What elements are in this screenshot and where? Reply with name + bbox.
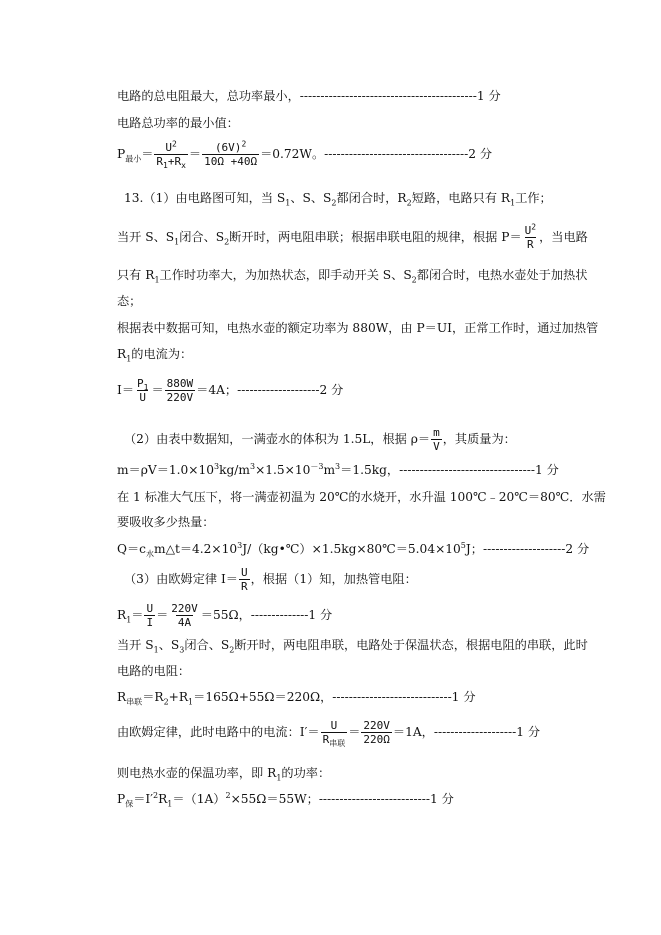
line-18: 当开 $S_1$、$S_3$闭合、$S_2$断开时，两电阻串联，电路处于保温状态，根据电阻的串联，此时 bbox=[117, 638, 588, 655]
line-14: 要吸收多少热量： bbox=[117, 515, 215, 529]
line-20: $R_{串联}=R_2+R_1=165\Omega+55\Omega=220\Omega$，-----------------------------1 分 bbox=[117, 690, 476, 707]
line-2: 电路总功率的最小值： bbox=[117, 116, 239, 130]
line-22: 则电热水壶的保温功率，即 $R_1$的功率： bbox=[117, 766, 331, 783]
line-12: $m=\rho V=1.0\times 10^3kg/m^3\times 1.5\times 10^{-3}m^3=1.5kg$，---------------------------------1 分 bbox=[117, 461, 559, 477]
line-11: （2）由表中数据知，一满壶水的体积为 1.5L，根据 ρ＝ $\frac{m}{V}$ ，其质量为： bbox=[124, 426, 516, 453]
formula-current: I＝ $\frac{P_1}{U}$ ＝ $\frac{880W}{220V}$ ＝4A；--------------------2 分 bbox=[117, 377, 344, 404]
line-5: 当开 S、$S_1$闭合、$S_2$断开时，两电阻串联；根据串联电阻的规律，根据 P＝ $\frac{U^2}{R}$ ，当电路 bbox=[117, 222, 588, 251]
line-13-1: 13.（1）由电路图可知，当 $S_1$、S、$S_2$都闭合时，$R_2$短路，电路只有 $R_1$工作； bbox=[124, 191, 552, 208]
line-8: 根据表中数据可知，电热水壶的额定功率为 880W，由 P＝UI，正常工作时，通过加热管 bbox=[117, 321, 599, 335]
line-16: （3）由欧姆定律 I＝ $\frac{U}{R}$ ，根据（1）知，加热管电阻： bbox=[124, 566, 417, 593]
line-13: 在 1 标准大气压下，将一满壶初温为 20℃的水烧开，水升温 100℃﹣20℃＝80℃．水需 bbox=[117, 490, 606, 504]
line-7: 态； bbox=[117, 294, 142, 308]
formula-current-series: 由欧姆定律，此时电路中的电流：I′＝ $\frac{U}{R_{串联}}$ ＝ $\frac{220V}{220\Omega}$ ＝1A，--------------------1 分 bbox=[117, 719, 541, 749]
line-9: $R_1$的电流为： bbox=[117, 347, 193, 364]
line-1: 电路的总电阻最大，总功率最小，-------------------------------------------1 分 bbox=[117, 89, 501, 103]
line-15: $Q=c_水m\triangle t=4.2\times 10^3J/(kg•℃)\times 1.5kg\times 80℃=5.04\times 10^5J$；--------------------2 分 bbox=[117, 540, 590, 559]
line-6: 只有 $R_1$工作时功率大，为加热状态，即手动开关 S、$S_2$都闭合时，电热水壶处于加热状 bbox=[117, 268, 588, 285]
line-19: 电路的电阻： bbox=[117, 664, 191, 678]
formula-min-power: $P_{最小}=$ $\frac{U^2}{R_1+R_x}$ ＝ $\frac{(6V)^2}{10\Omega +40\Omega}$ ＝0.72W。-----------------------------------2 分 bbox=[117, 139, 493, 171]
formula-resistance: $R_1=$ $\frac{U}{I}$ ＝ $\frac{220V}{4A}$ ＝55Ω，--------------1 分 bbox=[117, 602, 333, 629]
line-23: $P_保=I'^2R_1=(1A)^2\times 55\Omega=55W$；---------------------------1 分 bbox=[117, 790, 454, 809]
